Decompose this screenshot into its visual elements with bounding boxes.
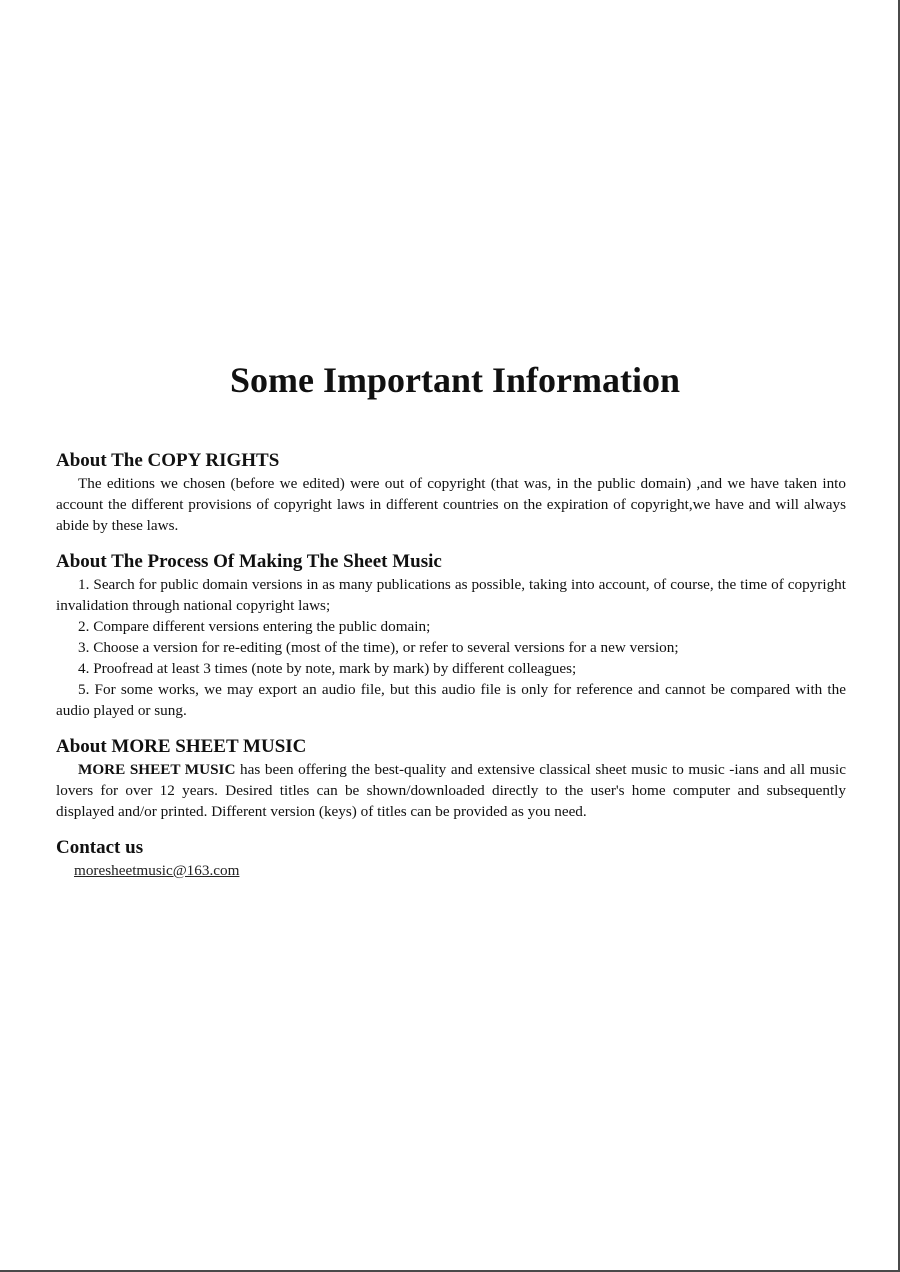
process-heading: About The Process Of Making The Sheet Music (56, 551, 442, 572)
process-step-1: 1. Search for public domain versions in as many publications as possible, taking into account, of course, the time of copyright invalidation through national copyright laws; (56, 576, 846, 614)
about-paragraph (56, 759, 846, 822)
process-step-5: 5. For some works, we may export an audio file, but this audio file is only for reference and cannot be compared with the audio played or sung. (56, 681, 846, 719)
process-section (56, 550, 846, 721)
process-step-4: 4. Proofread at least 3 times (note by note, mark by mark) by different colleagues; (78, 660, 577, 677)
copyrights-heading: About The COPY RIGHTS (56, 450, 280, 471)
contact-email-link[interactable]: moresheetmusic@163.com (74, 862, 240, 879)
process-step-3: 3. Choose a version for re-editing (most of the time), or refer to several versions for a new version; (78, 639, 679, 656)
brand-name: MORE SHEET MUSIC (78, 761, 236, 778)
about-text: has been offering the best-quality and extensive classical sheet music to music -ians and all music lovers for over 12 years. Desired titles can be shown/downloaded directly to the user's home computer and subsequently displayed and/or printed. Different version (keys) of titles can be provided as you need. (56, 761, 847, 820)
about-heading: About MORE SHEET MUSIC (56, 736, 307, 757)
contact-section (56, 836, 846, 882)
contact-heading: Contact us (56, 837, 144, 858)
about-section (56, 735, 846, 822)
page-title: Some Important Information (230, 360, 680, 400)
copyrights-section (56, 449, 846, 536)
document-body (56, 449, 846, 896)
copyrights-paragraph: The editions we chosen (before we edited) were out of copyright (that was, in the public domain) ,and we have taken into account the different provisions of copyright laws in different countries on the expiration of copyright,we have and will always abide by these laws. (56, 475, 846, 534)
process-step-2: 2. Compare different versions entering the public domain; (78, 618, 431, 635)
